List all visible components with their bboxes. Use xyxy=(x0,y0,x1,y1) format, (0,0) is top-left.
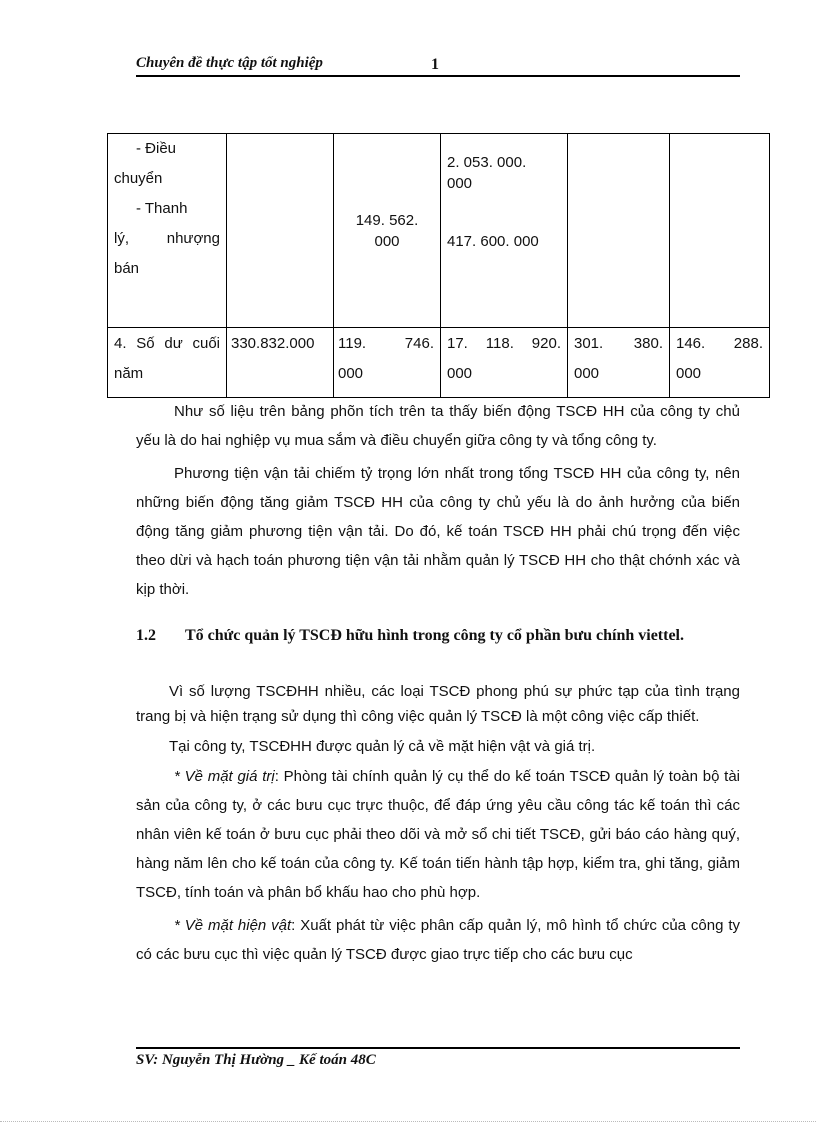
paragraph xyxy=(136,762,740,907)
cell-line: bán xyxy=(114,260,140,277)
page-header xyxy=(136,55,740,77)
paragraph: Như số liệu trên bảng phõn tích trên ta thấy biến động TSCĐ HH của công ty chủ yếu là do hai nghiệp vụ mua sắm và điều chuyển giữa công ty và tổng công ty. xyxy=(136,403,740,449)
physical-label: * Về mặt hiện vật xyxy=(174,917,292,934)
table-cell xyxy=(568,328,670,398)
cell-line: 17. 118. 920. xyxy=(447,335,561,352)
table-cell xyxy=(227,328,334,398)
cell-line: lý, nhượng xyxy=(114,230,220,247)
cell-line: 149. 562. xyxy=(355,212,419,229)
cell-line: 2. 053. 000. xyxy=(447,154,527,171)
cell-line: 119. 746. xyxy=(338,335,434,352)
table-row xyxy=(108,134,770,328)
value-label: * Về mặt giá trị xyxy=(174,768,275,785)
cell-line: 417. 600. 000 xyxy=(447,233,539,250)
asset-table xyxy=(107,133,770,398)
section-number: 1.2 xyxy=(136,627,156,644)
section-title: Tổ chức quản lý TSCĐ hữu hình trong công ty cổ phần bưu chính viettel. xyxy=(185,627,684,644)
cell-line: 000 xyxy=(676,365,702,382)
cell-line: 000 xyxy=(447,175,473,192)
footer-divider xyxy=(136,1047,740,1049)
cell-line: - Thanh xyxy=(136,200,188,217)
paragraph-text: : Phòng tài chính quản lý cụ thể do kế toán TSCĐ quản lý toàn bộ tài sản của công ty, ở các bưu cục trực thuộc, để đáp ứng yêu cầu công tác kế toán thì các nhân viên kế toán ở bưu cục phải theo dõi và mở sổ chi tiết TSCĐ, gửi báo cáo hàng quý, hàng năm lên cho kế toán của công ty. Kế toán tiến hành tập hợp, kiểm tra, ghi tăng, giảm TSCĐ, tính toán và phân bổ khấu hao cho phù hợp. xyxy=(136,768,741,901)
table-cell xyxy=(334,134,441,328)
management-text xyxy=(136,679,740,969)
table-cell xyxy=(441,328,568,398)
table-cell xyxy=(441,134,568,328)
page-footer: SV: Nguyễn Thị Hường _ Kế toán 48C xyxy=(136,1052,376,1068)
table-cell xyxy=(670,328,770,398)
cell-line: 330.832.000 xyxy=(231,335,315,352)
page-number: 1 xyxy=(431,56,439,73)
paragraph xyxy=(136,911,740,969)
cell-line: chuyển xyxy=(114,170,163,187)
cell-line: 000 xyxy=(374,233,400,250)
cell-line: năm xyxy=(114,365,144,382)
cell-line: 301. 380. xyxy=(574,335,663,352)
cell-line: - Điều xyxy=(136,140,177,157)
table-cell xyxy=(568,134,670,328)
paragraph: Phương tiện vận tải chiếm tỷ trọng lớn nhất trong tổng TSCĐ HH của công ty, nên những biến động tăng giảm TSCĐ HH của công ty chủ yếu là do ảnh hưởng của biến động tăng giảm phương tiện vận tải. Do đó, kế toán TSCĐ HH phải chú trọng đến việc theo dừi và hạch toán phương tiện vận tải nhằm quản lý TSCĐ HH cho thật chớnh xác và kịp thời. xyxy=(136,465,740,598)
table-cell xyxy=(670,134,770,328)
cell-line: 4. Số dư cuối xyxy=(114,335,220,352)
table-cell xyxy=(108,328,227,398)
cell-line: 146. 288. xyxy=(676,335,763,352)
cell-line: 000 xyxy=(574,365,600,382)
analysis-text xyxy=(136,397,740,604)
table-cell xyxy=(227,134,334,328)
table-cell xyxy=(334,328,441,398)
cell-line: 000 xyxy=(447,365,473,382)
header-title: Chuyên đề thực tập tốt nghiệp xyxy=(136,55,323,71)
table-cell xyxy=(108,134,227,328)
paragraph: Tại công ty, TSCĐHH được quản lý cả về mặt hiện vật và giá trị. xyxy=(169,738,596,755)
paragraph: Vì số lượng TSCĐHH nhiều, các loại TSCĐ phong phú sự phức tạp của tình trạng trang bị và hiện trạng sử dụng thì công việc quản lý TSCĐ là một công việc cấp thiết. xyxy=(136,683,740,725)
paragraph-text: : Xuất phát từ việc phân cấp quản lý, mô hình tổ chức của công ty có các bưu cục thì việc quản lý TSCĐ được giao trực tiếp cho các bưu cục xyxy=(136,917,741,963)
page-edge xyxy=(0,1121,816,1122)
cell-line: 000 xyxy=(338,365,364,382)
table-row xyxy=(108,328,770,398)
